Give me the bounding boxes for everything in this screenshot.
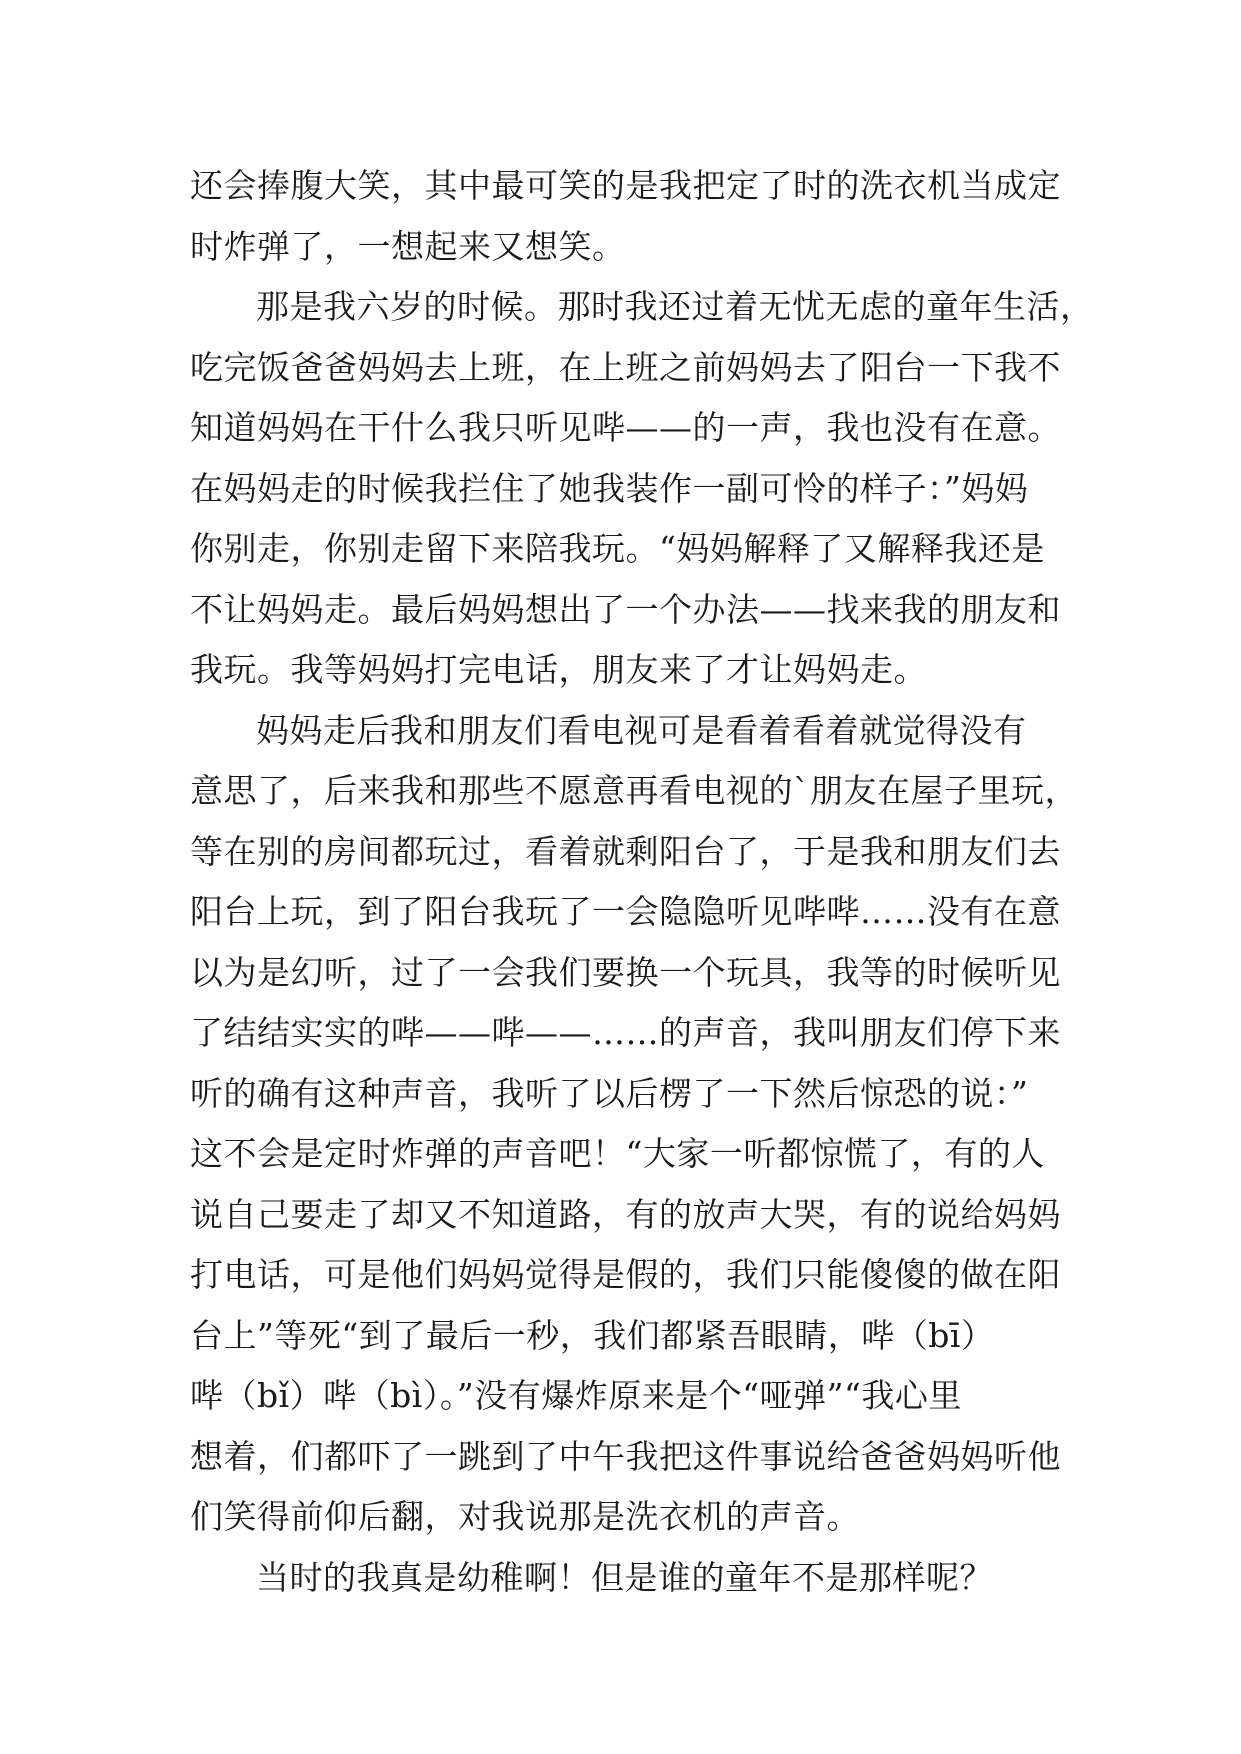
text-line: 台上”等死“到了最后一秒，我们都紧吾眼睛，哔（bī） (190, 1315, 995, 1355)
text-line: 以为是幻听，过了一会我们要换一个玩具，我等的时候听见 (190, 952, 1061, 992)
essay-body (190, 156, 1094, 1608)
text-line: 说自己要走了却又不知道路，有的放声大哭，有的说给妈妈 (190, 1194, 1061, 1234)
text-line: 知道妈妈在干什么我只听见哔——的一声，我也没有在意。 (190, 408, 1061, 447)
text-line: 想着，们都吓了一跳到了中午我把这件事说给爸爸妈妈听他 (190, 1436, 1061, 1476)
text-line: 听的确有这种声音，我听了以后楞了一下然后惊恐的说：” (190, 1073, 1029, 1113)
text-line: 哔（bǐ）哔（bì）。”没有爆炸原来是个“哑弹”“我心里 (190, 1376, 962, 1415)
text-line: 在妈妈走的时候我拦住了她我装作一副可怜的样子：”妈妈 (190, 468, 1029, 508)
text-line: 不让妈妈走。最后妈妈想出了一个办法——找来我的朋友和 (190, 589, 1061, 629)
text-line: 那是我六岁的时候。那时我还过着无忧无虑的童年生活， (256, 287, 1094, 326)
paragraph-4 (190, 1548, 1090, 1609)
text-line: 我玩。我等妈妈打完电话，朋友来了才让妈妈走。 (190, 650, 927, 689)
paragraph-2 (190, 277, 1094, 701)
text-line: 阳台上玩，到了阳台我玩了一会隐隐听见哔哔……没有在意 (190, 892, 1061, 931)
text-line: 当时的我真是幼稚啊！但是谁的童年不是那样呢？ (256, 1557, 993, 1597)
text-line: 等在别的房间都玩过，看着就剩阳台了，于是我和朋友们去 (190, 831, 1061, 871)
text-line: 时炸弹了，一想起来又想笑。 (190, 226, 626, 266)
text-line: 你别走，你别走留下来陪我玩。“妈妈解释了又解释我还是 (190, 529, 1045, 568)
paragraph-1 (190, 156, 1090, 277)
text-line: 意思了，后来我和那些不愿意再看电视的`朋友在屋子里玩， (190, 771, 1078, 810)
text-line: 这不会是定时炸弹的声音吧！“大家一听都惊慌了，有的人 (190, 1134, 1045, 1173)
paragraph-3 (190, 701, 1090, 1548)
text-line: 妈妈走后我和朋友们看电视可是看着看着就觉得没有 (256, 710, 1027, 750)
text-line: 打电话，可是他们妈妈觉得是假的，我们只能傻傻的做在阳 (190, 1255, 1061, 1294)
text-line: 还会捧腹大笑，其中最可笑的是我把定了时的洗衣机当成定 (190, 166, 1061, 205)
text-line: 吃完饭爸爸妈妈去上班，在上班之前妈妈去了阳台一下我不 (190, 347, 1061, 387)
text-line: 了结结实实的哔——哔——……的声音，我叫朋友们停下来 (190, 1013, 1061, 1052)
text-line: 们笑得前仰后翻，对我说那是洗衣机的声音。 (190, 1497, 860, 1536)
